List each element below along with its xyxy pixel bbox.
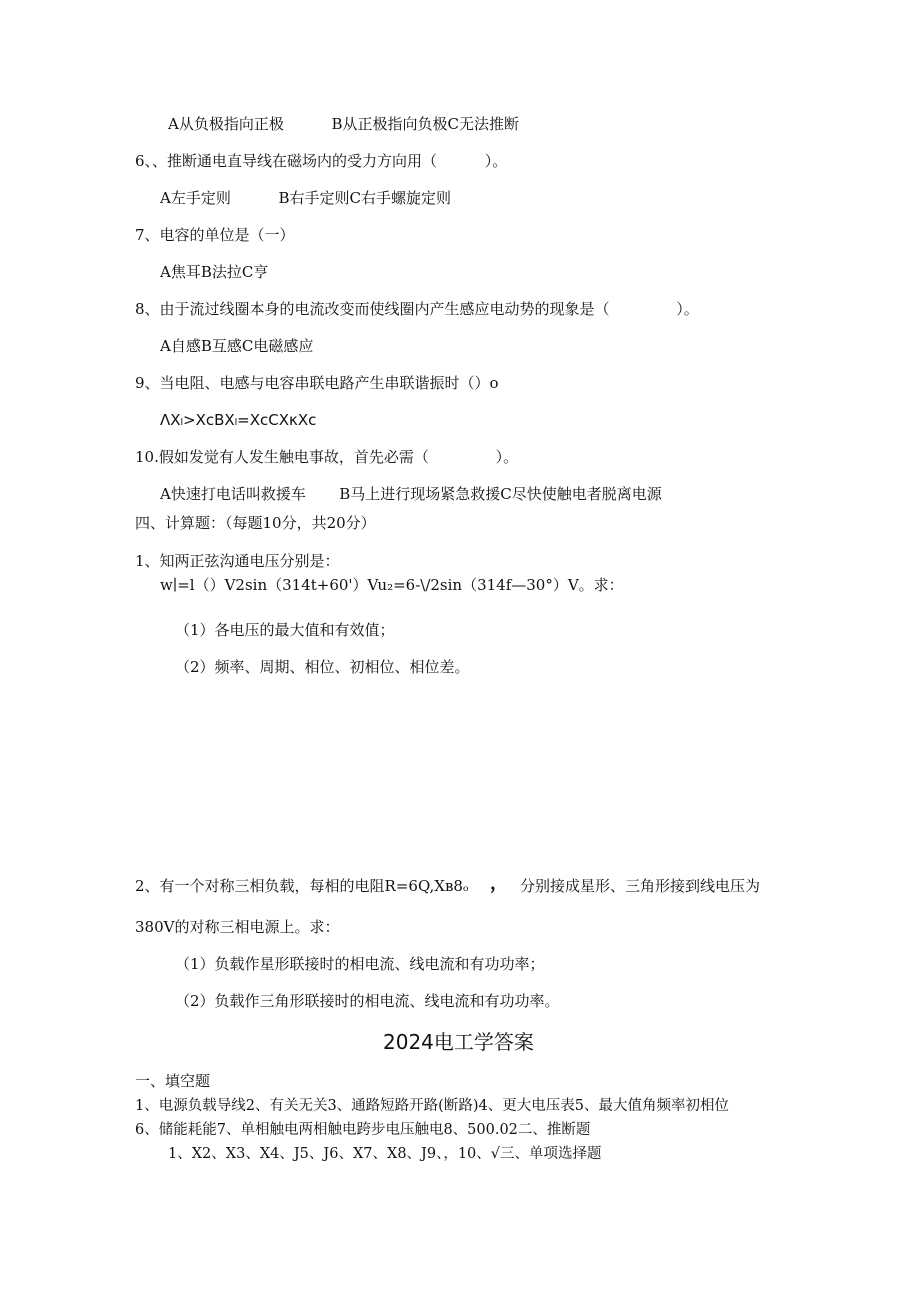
answers-title: 2024电工学答案 [383,1030,534,1054]
q5-options: A从负极指向正极 B从正极指向负极C无法推断 [168,115,520,133]
answers-line3: 1、X2、X3、X4、J5、J6、X7、X8、J9、，10、√三、单项选择题 [168,1146,602,1162]
answers-section1: 一、填空题 [135,1072,211,1090]
q6-options: A左手定则 B右手定则C右手螺旋定则 [160,189,452,207]
q8-stem: 8、由于流过线圈本身的电流改变而使线圈内产生感应电动势的现象是（ ）。 [135,300,699,318]
calc1-stem: 1、知两正弦沟通电压分别是： [135,552,340,570]
calc1-formula: w∣=l（）V2sin（314t+60'）Vu₂=6-\/2sin（314f—30°）V。求： [160,576,624,594]
q9-stem: 9、当电阻、电感与电容串联电路产生串联谐振时（）o [135,374,499,392]
q6-stem: 6、、推断通电直导线在磁场内的受力方向用（ ）。 [135,152,508,170]
q7-stem: 7、电容的单位是（一） [135,226,295,244]
calc2-comma: ， [490,873,508,894]
calc2-sub1: （1）负载作星形联接时的相电流、线电流和有功功率； [175,955,545,973]
section4-heading: 四、计算题：（每题10分，共20分） [135,514,376,532]
calc2-stem-a: 2、有一个对称三相负载，每相的电阻R=6Q,Xв8ₒ [135,877,469,895]
q9-options: ΛXₗ>XcBXₗ=XcCXκXc [160,411,317,429]
answers-line1: 1、电源负载导线2、有关无关3、通路短路开路(断路)4、更大电压表5、最大值角频率初相位 [135,1098,729,1114]
answers-line2: 6、储能耗能7、单相触电两相触电跨步电压触电8、500.02二、推断题 [135,1122,591,1138]
q7-options: A焦耳B法拉C亨 [160,263,269,281]
q10-stem: 10.假如发觉有人发生触电事故，首先必需（ ）。 [135,448,519,466]
q10-options: A快速打电话叫救援车 B马上进行现场紧急救援C尽快使触电者脱离电源 [160,485,662,503]
calc2-sub2: （2）负载作三角形联接时的相电流、线电流和有功功率。 [175,992,560,1010]
q8-options: A自感B互感C电磁感应 [160,337,314,355]
calc1-sub2: （2）频率、周期、相位、初相位、相位差。 [175,658,470,676]
calc2-stem-b: 分别接成星形、三角形接到线电压为 [520,877,761,895]
calc2-stem-c: 380V的对称三相电源上。求： [135,918,340,936]
calc1-sub1: （1）各电压的最大值和有效值； [175,621,395,639]
